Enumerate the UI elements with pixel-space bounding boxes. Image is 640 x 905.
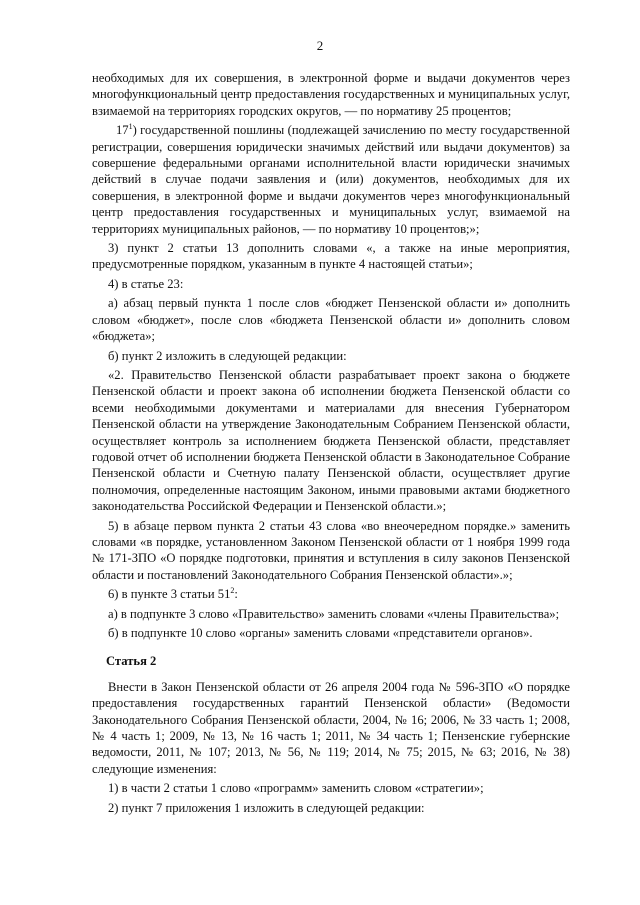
paragraph-item-4b: б) пункт 2 изложить в следующей редакции: [108,348,347,363]
paragraph-article-2-item-2: 2) пункт 7 приложения 1 изложить в следующей редакции: [108,800,425,815]
item-superscript: 2 [230,586,235,595]
paragraph-item-6 [92,586,570,602]
item-number: 17 [116,123,129,138]
item-text-end: : [234,587,238,602]
article-heading: Статья 2 [106,654,157,669]
paragraph-item-3: 3) пункт 2 статьи 13 дополнить словами «, а также на иные мероприятия, предусмотренные порядком, указанным в пункте 4 настоящей статьи»; [92,241,570,272]
paragraph-article-2-intro: Внести в Закон Пензенской области от 26 апреля 2004 года № 596-ЗПО «О порядке предоставления государственных гарантий Пензенской области» (Ведомости Законодательного Собрания Пензенской области, 2004, № 16; 2006, № 33 часть 1; 2008, № 4 часть 1; 2009, № 13, № 16 часть 1; 2011, № 34 часть 1; Пензенские губернские ведомости, 2011, № 107; 2013, № 56, № 119; 2014, № 75; 2015, № 63; 2016, № 38) следующие изменения: [92,679,570,776]
paragraph-continuation: необходимых для их совершения, в электронной форме и выдачи документов через многофункциональный центр предоставления государственных и муниципальных услуг, взимаемой на территориях городских округов, — по нормативу 25 процентов; [92,71,570,118]
paragraph-article-2-item-1: 1) в части 2 статьи 1 слово «программ» заменить словом «стратегии»; [108,781,484,796]
item-superscript: 1 [128,122,133,132]
paragraph-item-4a: а) абзац первый пункта 1 после слов «бюджет Пензенской области и» дополнить словом «бюджет», после слов «бюджета Пензенской области и» дополнить словом «бюджета»; [92,296,570,344]
paragraph-quoted-article-23: «2. Правительство Пензенской области разрабатывает проект закона о бюджете Пензенской области и проект закона об исполнении бюджета Пензенской области со всеми необходимыми документами и материалами для внесения Губернатором Пензенской области на утверждение Законодательным Собранием Пензенской области, осуществляет контроль за исполнением бюджета Пензенской области, представляет годовой отчет об исполнении бюджета Пензенской области в Законодательное Собрание Пензенской области и Счетную палату Пензенской области, осуществляет другие полномочия, определенные настоящим Законом, иными правовыми актами бюджетного законодательства Российской Федерации и Пензенской области.»; [92,367,570,514]
paragraph-item-4: 4) в статье 23: [108,276,184,291]
document-body [92,70,570,819]
page-number: 2 [316,38,324,53]
paragraph-item-6b: б) в подпункте 10 слово «органы» заменить словами «представители органов». [108,626,533,640]
item-text: 6) в пункте 3 статьи 51 [108,587,231,602]
item-text: ) государственной пошлины (подлежащей зачислению по месту государственной регистрации, совершения юридически значимых действий или выдачи документов) за совершение федеральными органами исполнительной власти юридически значимых действий в случае подачи заявления и (или) документов, необходимых для их совершения, в электронной форме и выдачи документов через многофункциональный центр предоставления государственных и муниципальных услуг, взимаемой на территориях муниципальных районов, — по нормативу 10 процентов;»; [92,123,570,236]
paragraph-item-6a: а) в подпункте 3 слово «Правительство» заменить словами «члены Правительства»; [108,606,560,621]
paragraph-item-17-1 [92,122,570,237]
paragraph-item-5: 5) в абзаце первом пункта 2 статьи 43 слова «во внеочередном порядке.» заменить словами «в порядке, установленном Законом Пензенской области от 1 ноября 1999 года № 171-ЗПО «О порядке подготовки, принятия и вступления в силу законов Пензенской области и постановлений Законодательного Собрания Пензенской области».»; [92,518,570,582]
